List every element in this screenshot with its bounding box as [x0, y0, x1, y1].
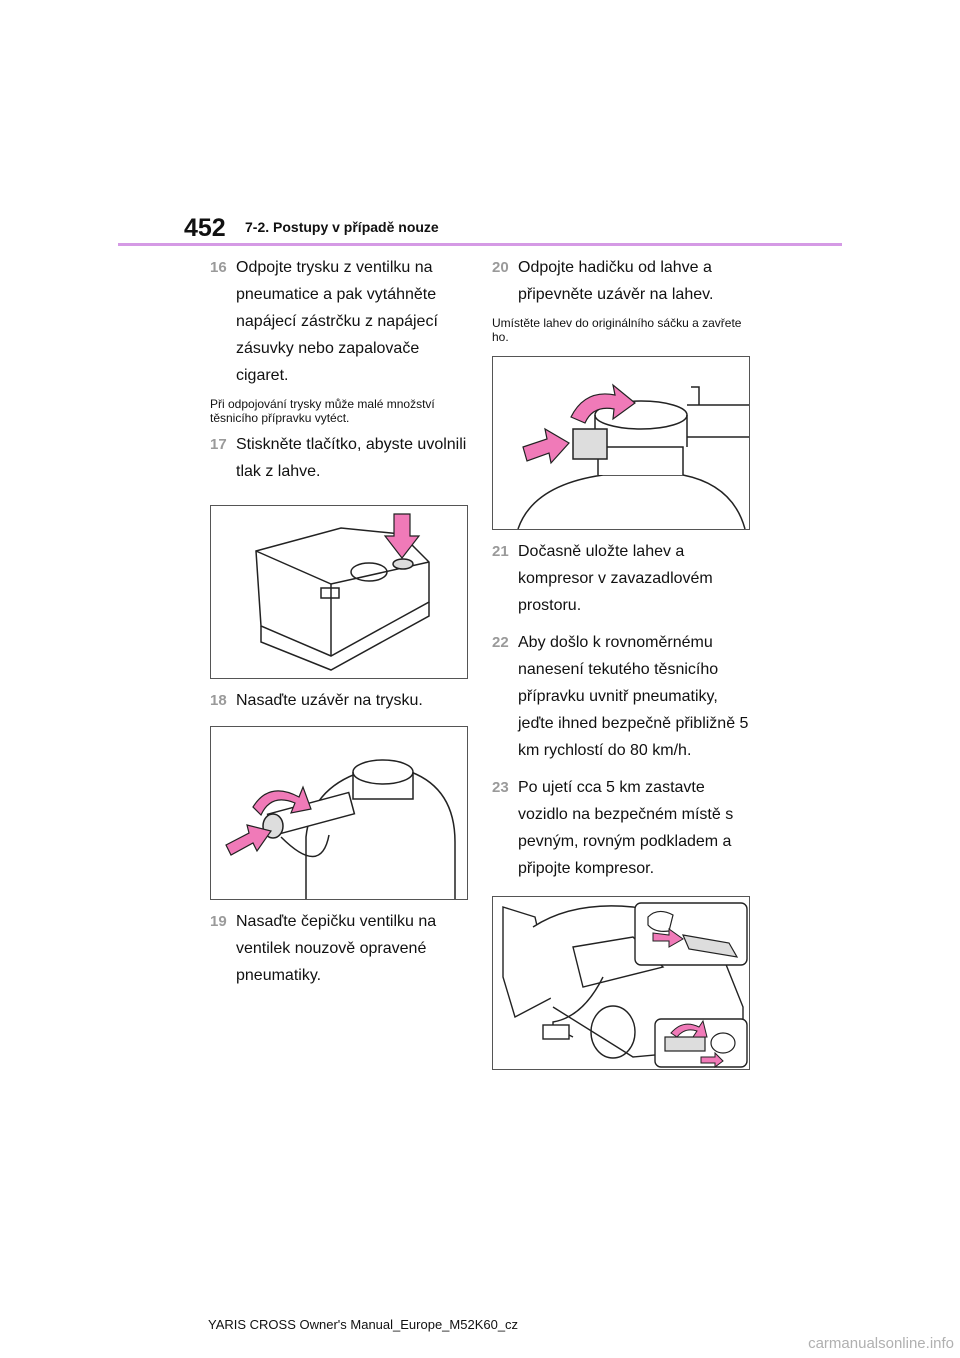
step-text: Aby došlo k rovnoměrnému nanesení tekutého těsnicího přípravku uvnitř pneumatiky, jeďte ihned bezpečně přibližně 5 km rychlostí do 80 km/h. [518, 634, 749, 759]
step-number: 21 [492, 543, 509, 560]
step-19 [210, 908, 472, 989]
step-text: Po ujetí cca 5 km zastavte vozidlo na bezpečném místě s pevným, rovným podkladem a připojte kompresor. [518, 779, 734, 877]
watermark: carmanualsonline.info [808, 1335, 954, 1352]
step-number: 20 [492, 259, 509, 276]
step-number: 18 [210, 692, 227, 709]
right-column [492, 254, 754, 1070]
step-text: Dočasně uložte lahev a kompresor v zavazadlovém prostoru. [518, 543, 713, 614]
step-16 [210, 254, 472, 389]
section-title: 7-2. Postupy v případě nouze [245, 219, 439, 235]
step-20 [492, 254, 754, 308]
header-rule [118, 243, 842, 246]
step-16-note: Při odpojování trysky může malé množství těsnicího přípravku vytéct. [210, 397, 435, 425]
step-text: Stiskněte tlačítko, abyste uvolnili tlak z lahve. [236, 436, 467, 480]
bottle-cap-illustration [492, 356, 750, 530]
page-number: 452 [184, 214, 226, 242]
step-number: 17 [210, 436, 227, 453]
step-number: 16 [210, 259, 227, 276]
left-column [210, 254, 472, 989]
nozzle-cap-illustration [210, 726, 468, 900]
step-number: 19 [210, 913, 227, 930]
push-arrow-icon [523, 429, 569, 463]
step-text: Odpojte hadičku od lahve a připevněte uzávěr na lahev. [518, 259, 714, 303]
footer-text: YARIS CROSS Owner's Manual_Europe_M52K60_cz [208, 1317, 519, 1332]
step-text: Nasaďte čepičku ventilku na ventilek nouzově opravené pneumatiky. [236, 913, 437, 984]
step-18 [210, 687, 472, 714]
compressor-button-illustration [210, 505, 468, 679]
step-number: 23 [492, 779, 509, 796]
compressor-connection-illustration [492, 896, 750, 1070]
step-22 [492, 629, 754, 764]
push-arrow-icon [226, 825, 271, 855]
step-21 [492, 538, 754, 619]
step-number: 22 [492, 634, 509, 651]
step-23 [492, 774, 754, 882]
step-text: Odpojte trysku z ventilku na pneumatice a pak vytáhněte napájecí zástrčku z napájecí zásuvky nebo zapalovače cigaret. [236, 259, 438, 384]
step-text: Nasaďte uzávěr na trysku. [236, 692, 423, 709]
step-20-note: Umístěte lahev do originálního sáčku a zavřete ho. [492, 316, 742, 344]
step-17 [210, 431, 472, 485]
